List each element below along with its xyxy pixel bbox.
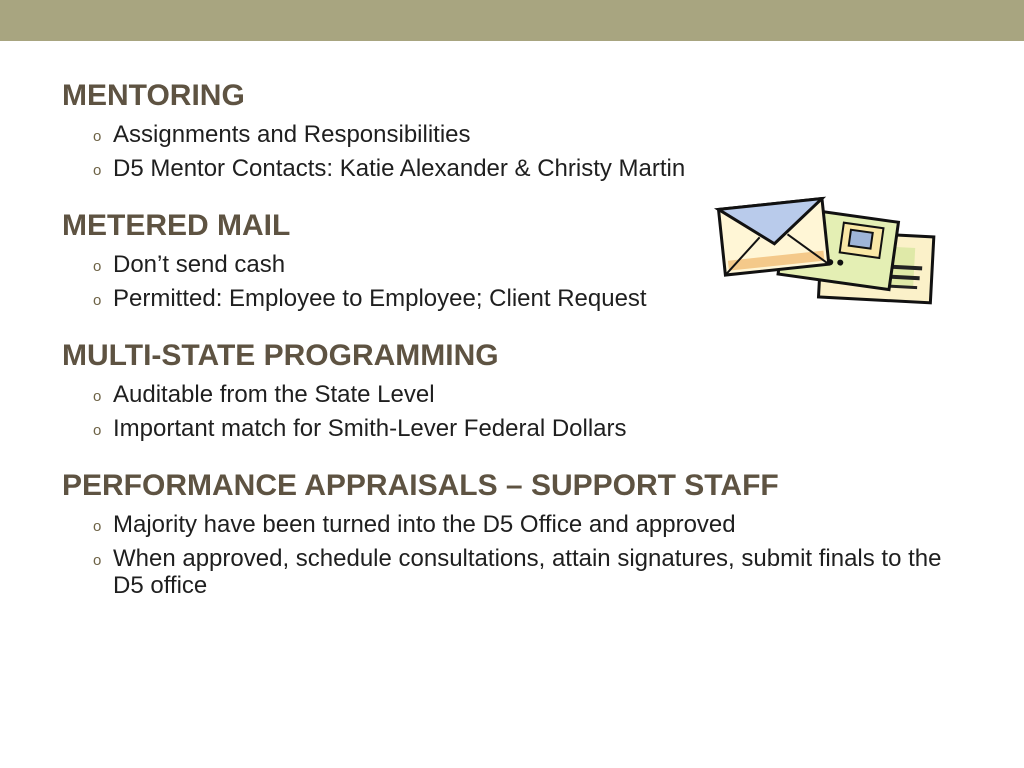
section-title: PERFORMANCE APPRAISALS – SUPPORT STAFF: [62, 469, 779, 502]
bullet-circle-icon: o: [93, 258, 102, 275]
list-item: [62, 545, 962, 599]
bullet-circle-icon: o: [93, 422, 102, 439]
list-item: [62, 511, 962, 538]
section-performance-appraisals: [62, 468, 962, 599]
bullet-list: [62, 511, 962, 599]
section-mentoring: [62, 78, 962, 182]
bullet-circle-icon: o: [93, 128, 102, 145]
bullet-text: Auditable from the State Level: [113, 381, 435, 408]
bullet-list: [62, 381, 962, 442]
list-item: [62, 121, 962, 148]
section-multi-state-programming: [62, 338, 962, 442]
bullet-circle-icon: o: [93, 552, 102, 569]
bullet-text: D5 Mentor Contacts: Katie Alexander & Christy Martin: [113, 155, 686, 182]
bullet-text: Important match for Smith-Lever Federal Dollars: [113, 415, 627, 442]
bullet-circle-icon: o: [93, 292, 102, 309]
bullet-circle-icon: o: [93, 162, 102, 179]
list-item: [62, 415, 962, 442]
bullet-text: Majority have been turned into the D5 Office and approved: [113, 511, 736, 538]
bullet-list: [62, 121, 962, 182]
list-item: [62, 381, 962, 408]
bullet-circle-icon: o: [93, 388, 102, 405]
list-item: [62, 155, 962, 182]
mail-envelopes-icon: [712, 190, 942, 310]
bullet-text: Don’t send cash: [113, 251, 286, 278]
section-title: MENTORING: [62, 79, 245, 112]
bullet-text: Assignments and Responsibilities: [113, 121, 471, 148]
section-title: METERED MAIL: [62, 209, 291, 242]
slide-content: [62, 78, 962, 625]
bullet-text: When approved, schedule consultations, attain signatures, submit finals to the D5 office: [113, 545, 942, 599]
section-title: MULTI-STATE PROGRAMMING: [62, 339, 499, 372]
bullet-circle-icon: o: [93, 518, 102, 535]
bullet-text: Permitted: Employee to Employee; Client Request: [113, 285, 647, 312]
top-accent-bar: [0, 0, 1024, 41]
